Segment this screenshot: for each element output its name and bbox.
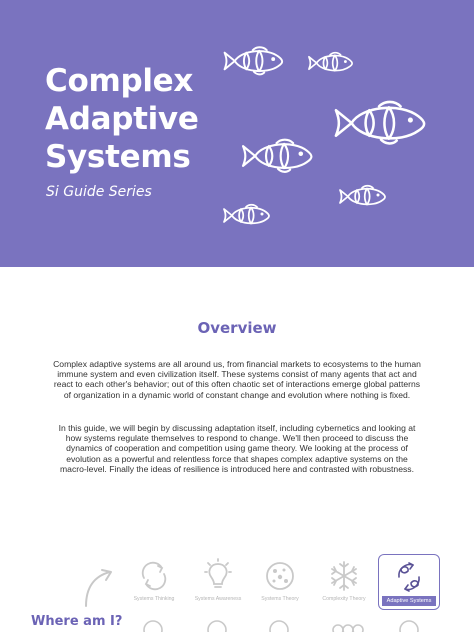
cover-subtitle: Si Guide Series xyxy=(46,184,152,200)
partial-icon xyxy=(396,617,422,632)
where-am-i-heading: Where am I? xyxy=(31,614,123,629)
clownfish-icon xyxy=(222,202,272,229)
title-line: Complex xyxy=(45,63,194,99)
nav-item-label: Complexity Theory xyxy=(322,596,366,602)
partial-icon xyxy=(140,617,166,632)
nav-item-systems-theory[interactable] xyxy=(248,558,312,602)
clownfish-icon xyxy=(307,50,355,76)
overview-paragraph: Complex adaptive systems are all around us, from financial markets to ecosystems to the human immune system and even civilization itself. These systems consist of many agents that act and react to each other's behavior; out of this often chaotic set of interactions emerge global patterns of organization in a dynamic world of constant change and evolution where nothing is fixed. xyxy=(53,358,421,400)
overview-heading: Overview xyxy=(197,319,277,337)
clownfish-icon xyxy=(222,44,286,78)
nav-item-complexity-theory[interactable] xyxy=(312,558,376,602)
cover-hero xyxy=(0,0,474,267)
clownfish-icon xyxy=(332,96,430,150)
leaves-cycle-icon xyxy=(389,559,429,595)
overview-paragraph: In this guide, we will begin by discussing adaptation itself, including cybernetics and looking at how systems regulate themselves to respond to change. We'll then proceed to discuss the dynamics of cooperation and competition using game theory. We looking at the process of evolution as a powerful and relentless force that shapes complex adaptive systems on the macro-level. Finally the ideas of resilience is introduced here and contrasted with robustness. xyxy=(58,422,416,475)
clownfish-icon xyxy=(240,136,316,176)
cover-title xyxy=(45,62,199,176)
snowflake-icon xyxy=(326,558,362,594)
cycle-arrows-icon xyxy=(136,558,172,594)
nav-item-label: Systems Theory xyxy=(261,596,299,602)
partial-icon xyxy=(204,617,230,632)
nav-item-label: Systems Thinking xyxy=(133,596,175,602)
nav-item-label: Adaptive Systems xyxy=(382,596,436,606)
circle-dots-icon xyxy=(262,558,298,594)
partial-icon xyxy=(266,617,292,632)
partial-icon xyxy=(328,617,368,632)
curved-arrow-icon xyxy=(82,568,116,608)
title-line: Adaptive xyxy=(45,101,199,137)
nav-item-label: Systems Awareness xyxy=(194,596,242,602)
title-line: Systems xyxy=(45,139,191,175)
nav-item-adaptive-systems[interactable] xyxy=(378,554,440,610)
nav-item-systems-thinking[interactable] xyxy=(122,558,186,602)
nav-item-systems-awareness[interactable] xyxy=(186,558,250,602)
lightbulb-icon xyxy=(200,558,236,594)
clownfish-icon xyxy=(338,183,388,210)
